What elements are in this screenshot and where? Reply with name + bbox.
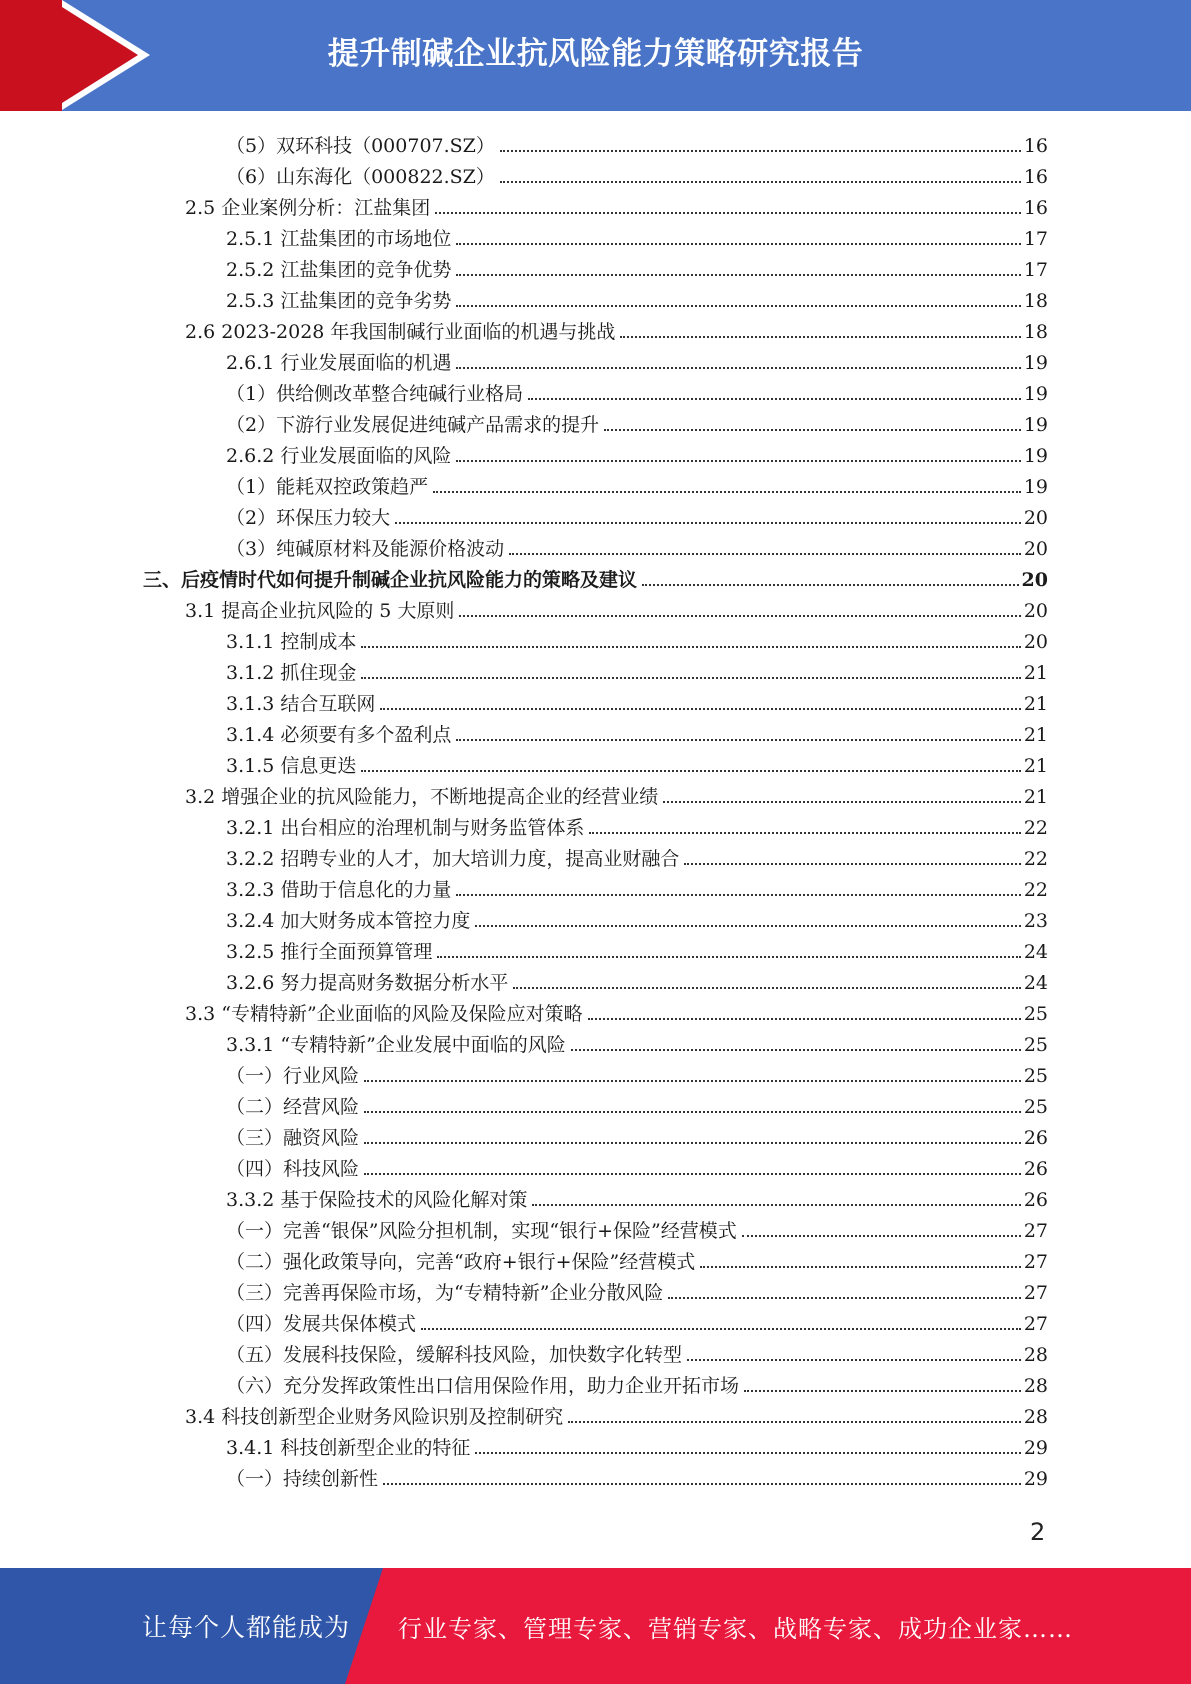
toc-entry[interactable] xyxy=(226,1243,1048,1274)
toc-leader xyxy=(684,862,1020,865)
toc-entry-title: （一）行业风险 xyxy=(226,1065,360,1087)
toc-leader xyxy=(456,304,1020,307)
toc-entry-page: 17 xyxy=(1023,259,1048,281)
toc-entry-page: 22 xyxy=(1023,848,1048,870)
toc-entry-page: 26 xyxy=(1023,1158,1048,1180)
toc-entry-page: 19 xyxy=(1023,476,1048,498)
toc-leader xyxy=(589,831,1020,834)
toc-entry-page: 24 xyxy=(1023,972,1048,994)
toc-entry[interactable] xyxy=(226,902,1048,933)
toc-entry-page: 28 xyxy=(1023,1406,1048,1428)
toc-leader xyxy=(528,397,1021,400)
toc-leader xyxy=(456,893,1020,896)
toc-entry-title: （2）环保压力较大 xyxy=(226,507,391,529)
toc-entry[interactable] xyxy=(226,437,1048,468)
toc-leader xyxy=(620,335,1020,338)
toc-entry-title: 3.2 增强企业的抗风险能力，不断地提高企业的经营业绩 xyxy=(185,786,659,808)
toc-leader xyxy=(383,1482,1021,1485)
toc-leader xyxy=(588,1017,1021,1020)
toc-entry[interactable] xyxy=(185,778,1048,809)
toc-entry[interactable] xyxy=(226,1460,1048,1491)
toc-entry-title: 3.4.1 科技创新型企业的特征 xyxy=(226,1437,471,1459)
toc-entry-page: 20 xyxy=(1023,507,1048,529)
toc-entry-title: 3.2.2 招聘专业的人才，加大培训力度，提高业财融合 xyxy=(226,848,680,870)
toc-leader xyxy=(700,1265,1021,1268)
toc-leader xyxy=(456,273,1020,276)
toc-entry[interactable] xyxy=(226,1088,1048,1119)
toc-entry-page: 16 xyxy=(1023,135,1048,157)
toc-entry[interactable] xyxy=(226,468,1048,499)
toc-leader xyxy=(687,1358,1021,1361)
toc-entry-title: （六）充分发挥政策性出口信用保险作用，助力企业开拓市场 xyxy=(226,1375,740,1397)
toc-entry-title: 3.2.5 推行全面预算管理 xyxy=(226,941,433,963)
toc-entry-page: 20 xyxy=(1021,569,1048,591)
toc-entry[interactable] xyxy=(226,282,1048,313)
toc-leader xyxy=(380,707,1020,710)
toc-leader xyxy=(532,1203,1020,1206)
toc-entry-page: 22 xyxy=(1023,817,1048,839)
toc-leader xyxy=(475,924,1020,927)
toc-entry[interactable] xyxy=(226,1150,1048,1181)
toc-entry-page: 27 xyxy=(1023,1251,1048,1273)
toc-entry[interactable] xyxy=(226,1429,1048,1460)
toc-entry-title: （3）纯碱原材料及能源价格波动 xyxy=(226,538,505,560)
toc-leader xyxy=(364,1079,1021,1082)
toc-entry[interactable] xyxy=(185,995,1048,1026)
toc-entry-page: 26 xyxy=(1023,1127,1048,1149)
toc-entry-title: （一）持续创新性 xyxy=(226,1468,379,1490)
toc-entry-page: 20 xyxy=(1023,631,1048,653)
toc-leader xyxy=(509,552,1021,555)
toc-entry[interactable] xyxy=(226,530,1048,561)
toc-entry[interactable] xyxy=(226,1181,1048,1212)
toc-leader xyxy=(364,1110,1021,1113)
toc-entry-page: 25 xyxy=(1023,1065,1048,1087)
toc-entry[interactable] xyxy=(226,933,1048,964)
toc-entry-title: （6）山东海化（000822.SZ） xyxy=(226,166,495,188)
toc-leader xyxy=(435,211,1021,214)
toc-leader xyxy=(421,1327,1021,1330)
toc-entry-title: （1）供给侧改革整合纯碱行业格局 xyxy=(226,383,524,405)
toc-entry-title: 3.1.3 结合互联网 xyxy=(226,693,376,715)
toc-leader xyxy=(475,1451,1020,1454)
toc-entry[interactable] xyxy=(226,499,1048,530)
toc-entry-title: （二）强化政策导向，完善“政府+银行+保险”经营模式 xyxy=(226,1251,696,1273)
toc-entry-title: 2.5.3 江盐集团的竞争劣势 xyxy=(226,290,452,312)
toc-leader xyxy=(459,614,1020,617)
toc-entry-page: 27 xyxy=(1023,1220,1048,1242)
toc-entry[interactable] xyxy=(226,809,1048,840)
toc-leader xyxy=(744,1389,1021,1392)
toc-entry-page: 19 xyxy=(1023,383,1048,405)
toc-entry[interactable] xyxy=(226,375,1048,406)
toc-entry-title: （三）融资风险 xyxy=(226,1127,360,1149)
toc-entry-title: 3.2.4 加大财务成本管控力度 xyxy=(226,910,471,932)
toc-entry-title: 3.4 科技创新型企业财务风险识别及控制研究 xyxy=(185,1406,564,1428)
toc-entry[interactable] xyxy=(185,1398,1048,1429)
toc-entry[interactable] xyxy=(226,1367,1048,1398)
toc-entry-page: 17 xyxy=(1023,228,1048,250)
toc-leader xyxy=(456,738,1020,741)
toc-leader xyxy=(364,1172,1021,1175)
toc-entry-page: 29 xyxy=(1023,1468,1048,1490)
toc-entry[interactable] xyxy=(226,1212,1048,1243)
toc-entry-page: 21 xyxy=(1023,662,1048,684)
toc-entry[interactable] xyxy=(185,592,1048,623)
toc-entry-title: 3.1.5 信息更迭 xyxy=(226,755,357,777)
toc-entry[interactable] xyxy=(226,747,1048,778)
toc-entry-page: 20 xyxy=(1023,538,1048,560)
toc-entry-page: 19 xyxy=(1023,414,1048,436)
toc-entry-title: （1）能耗双控政策趋严 xyxy=(226,476,429,498)
page-footer xyxy=(0,1568,1191,1684)
toc-leader xyxy=(456,366,1020,369)
toc-entry[interactable] xyxy=(226,220,1048,251)
toc-leader xyxy=(361,769,1020,772)
toc-entry-page: 26 xyxy=(1023,1189,1048,1211)
toc-entry-title: （2）下游行业发展促进纯碱产品需求的提升 xyxy=(226,414,600,436)
toc-leader xyxy=(361,645,1020,648)
toc-entry-page: 16 xyxy=(1023,197,1048,219)
toc-entry-page: 27 xyxy=(1023,1313,1048,1335)
toc-entry-title: 3.1.4 必须要有多个盈利点 xyxy=(226,724,452,746)
toc-entry-title: （三）完善再保险市场，为“专精特新”企业分散风险 xyxy=(226,1282,664,1304)
toc-entry[interactable] xyxy=(226,654,1048,685)
toc-entry[interactable] xyxy=(226,406,1048,437)
toc-leader xyxy=(437,955,1020,958)
toc-leader xyxy=(456,459,1020,462)
toc-entry-page: 19 xyxy=(1023,352,1048,374)
toc-entry-title: 2.6.2 行业发展面临的风险 xyxy=(226,445,452,467)
toc-leader xyxy=(500,180,1021,183)
toc-entry[interactable] xyxy=(226,1119,1048,1150)
toc-entry[interactable] xyxy=(226,1026,1048,1057)
toc-leader xyxy=(642,583,1019,586)
toc-leader xyxy=(604,428,1021,431)
toc-entry-title: （四）科技风险 xyxy=(226,1158,360,1180)
toc-entry[interactable] xyxy=(226,1057,1048,1088)
toc-entry[interactable] xyxy=(185,189,1048,220)
toc-entry-title: 2.5.2 江盐集团的竞争优势 xyxy=(226,259,452,281)
toc-entry-title: （四）发展共保体模式 xyxy=(226,1313,417,1335)
toc-entry-title: 3.1.1 控制成本 xyxy=(226,631,357,653)
toc-leader xyxy=(433,490,1021,493)
toc-entry-title: 3.3 “专精特新”企业面临的风险及保险应对策略 xyxy=(185,1003,583,1025)
toc-entry[interactable] xyxy=(226,1274,1048,1305)
toc-leader xyxy=(568,1420,1021,1423)
toc-entry-title: 3.2.3 借助于信息化的力量 xyxy=(226,879,452,901)
toc-leader xyxy=(668,1296,1020,1299)
toc-entry[interactable] xyxy=(226,1305,1048,1336)
toc-entry-page: 25 xyxy=(1023,1003,1048,1025)
toc-entry[interactable] xyxy=(226,158,1048,189)
toc-entry[interactable] xyxy=(226,344,1048,375)
toc-entry[interactable] xyxy=(226,840,1048,871)
toc-chapter-entry[interactable] xyxy=(143,561,1048,592)
page-header xyxy=(0,0,1191,111)
toc-leader xyxy=(395,521,1021,524)
toc-entry-page: 21 xyxy=(1023,724,1048,746)
toc-entry-page: 18 xyxy=(1023,321,1048,343)
report-title: 提升制碱企业抗风险能力策略研究报告 xyxy=(327,36,864,72)
toc-entry-page: 18 xyxy=(1023,290,1048,312)
toc-leader xyxy=(364,1141,1021,1144)
footer-slogan-left: 让每个人都能成为 xyxy=(142,1613,351,1642)
toc-entry-title: （5）双环科技（000707.SZ） xyxy=(226,135,495,157)
toc-entry-title: 3.2.6 努力提高财务数据分析水平 xyxy=(226,972,509,994)
toc-entry-title: （五）发展科技保险，缓解科技风险，加快数字化转型 xyxy=(226,1344,683,1366)
toc-entry[interactable] xyxy=(226,1336,1048,1367)
toc-entry-title: （一）完善“银保”风险分担机制，实现“银行+保险”经营模式 xyxy=(226,1220,737,1242)
toc-entry-page: 19 xyxy=(1023,445,1048,467)
toc-entry-title: 2.6.1 行业发展面临的机遇 xyxy=(226,352,452,374)
toc-entry-page: 25 xyxy=(1023,1034,1048,1056)
toc-entry-title: 三、后疫情时代如何提升制碱企业抗风险能力的策略及建议 xyxy=(143,569,638,591)
toc-entry-page: 16 xyxy=(1023,166,1048,188)
toc-leader xyxy=(513,986,1020,989)
toc-leader xyxy=(456,242,1020,245)
toc-entry-page: 23 xyxy=(1023,910,1048,932)
toc-entry-title: 2.5.1 江盐集团的市场地位 xyxy=(226,228,452,250)
toc-entry-page: 21 xyxy=(1023,786,1048,808)
toc-entry-title: 3.3.1 “专精特新”企业发展中面临的风险 xyxy=(226,1034,566,1056)
toc-leader xyxy=(663,800,1021,803)
toc-entry-page: 25 xyxy=(1023,1096,1048,1118)
toc-entry-page: 22 xyxy=(1023,879,1048,901)
toc-entry-page: 28 xyxy=(1023,1375,1048,1397)
toc-leader xyxy=(500,149,1021,152)
toc-entry-page: 27 xyxy=(1023,1282,1048,1304)
toc-entry-page: 29 xyxy=(1023,1437,1048,1459)
toc-entry[interactable] xyxy=(226,716,1048,747)
toc-entry[interactable] xyxy=(185,313,1048,344)
toc-leader xyxy=(742,1234,1021,1237)
toc-leader xyxy=(361,676,1020,679)
toc-entry[interactable] xyxy=(226,964,1048,995)
toc-entry[interactable] xyxy=(226,623,1048,654)
toc-entry-page: 28 xyxy=(1023,1344,1048,1366)
toc-entry-page: 24 xyxy=(1023,941,1048,963)
footer-slogan-right: 行业专家、管理专家、营销专家、战略专家、成功企业家…… xyxy=(398,1615,1073,1643)
page-number: 2 xyxy=(1030,1518,1046,1546)
toc-entry-title: 3.3.2 基于保险技术的风险化解对策 xyxy=(226,1189,528,1211)
toc-entry-page: 20 xyxy=(1023,600,1048,622)
toc-entry-title: 2.6 2023-2028 年我国制碱行业面临的机遇与挑战 xyxy=(185,321,616,343)
toc-entry-title: 3.1.2 抓住现金 xyxy=(226,662,357,684)
toc-entry-title: （二）经营风险 xyxy=(226,1096,360,1118)
toc-entry-title: 3.1 提高企业抗风险的 5 大原则 xyxy=(185,600,455,622)
toc-leader xyxy=(571,1048,1021,1051)
toc-entry[interactable] xyxy=(226,685,1048,716)
toc-entry-title: 3.2.1 出台相应的治理机制与财务监管体系 xyxy=(226,817,585,839)
toc-entry[interactable] xyxy=(226,871,1048,902)
toc-entry-title: 2.5 企业案例分析：江盐集团 xyxy=(185,197,431,219)
toc-entry[interactable] xyxy=(226,127,1048,158)
toc-entry-page: 21 xyxy=(1023,693,1048,715)
toc-entry[interactable] xyxy=(226,251,1048,282)
toc-entry-page: 21 xyxy=(1023,755,1048,777)
